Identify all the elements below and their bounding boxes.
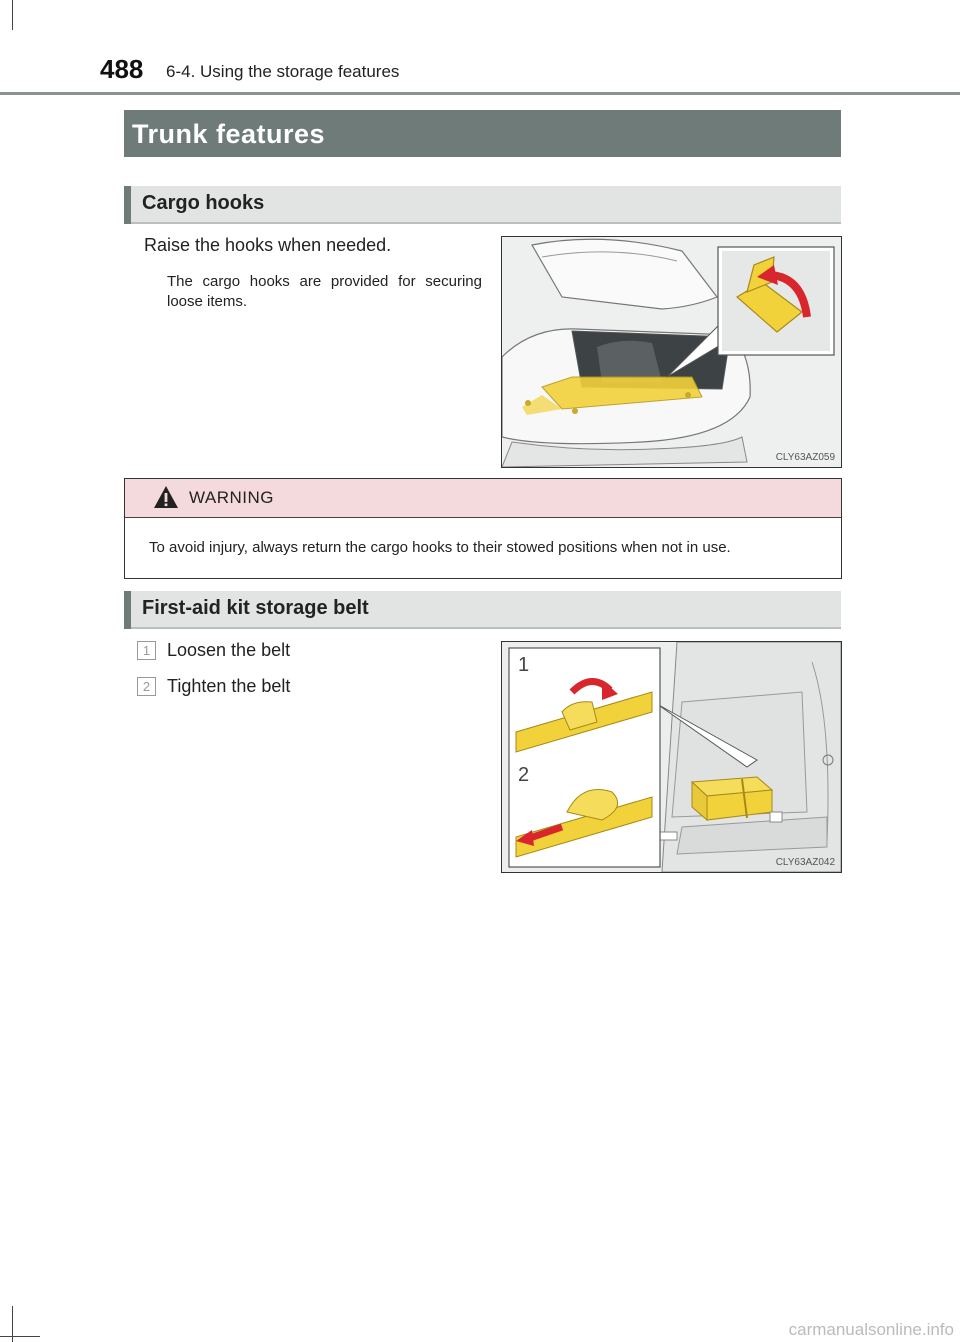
step-text-2: Tighten the belt bbox=[167, 676, 291, 696]
step-text-1: Loosen the belt bbox=[167, 640, 291, 660]
warning-header bbox=[125, 479, 841, 518]
heading-accent-bar bbox=[124, 186, 131, 224]
trunk-illustration bbox=[502, 237, 841, 467]
figure-code: CLY63AZ059 bbox=[775, 452, 835, 463]
cargo-hooks-description: The cargo hooks are provided for securing loose items. bbox=[167, 273, 482, 310]
first-aid-figure bbox=[501, 641, 842, 873]
step-number-2: 2 bbox=[137, 677, 156, 696]
warning-text: To avoid injury, always return the cargo hooks to their stowed positions when not in use. bbox=[149, 539, 731, 556]
first-aid-heading-band bbox=[124, 591, 841, 629]
first-aid-illustration bbox=[502, 642, 841, 872]
crop-mark-bottom-left-h bbox=[0, 1336, 40, 1337]
page-title-band bbox=[124, 110, 841, 157]
cargo-hooks-instruction: Raise the hooks when needed. bbox=[144, 235, 392, 255]
heading-accent-bar bbox=[124, 591, 131, 629]
section-title: 6-4. Using the storage features bbox=[166, 62, 400, 81]
warning-label: WARNING bbox=[189, 488, 275, 507]
header-rule bbox=[0, 92, 960, 95]
first-aid-heading: First-aid kit storage belt bbox=[142, 597, 369, 619]
crop-mark-top-left-v bbox=[12, 0, 13, 30]
step-number-1: 1 bbox=[137, 641, 156, 660]
figure-code: CLY63AZ042 bbox=[775, 857, 835, 868]
cargo-hooks-heading-band bbox=[124, 186, 841, 224]
cargo-hooks-heading: Cargo hooks bbox=[142, 192, 265, 214]
figure-label-1: 1 bbox=[518, 654, 530, 676]
warning-box bbox=[124, 478, 842, 579]
figure-label-2: 2 bbox=[518, 764, 530, 786]
page-title: Trunk features bbox=[132, 119, 326, 149]
footer-watermark: carmanualsonline.info bbox=[788, 1320, 954, 1339]
page-number: 488 bbox=[100, 54, 144, 84]
warning-icon bbox=[153, 485, 179, 509]
cargo-hooks-figure bbox=[501, 236, 842, 468]
